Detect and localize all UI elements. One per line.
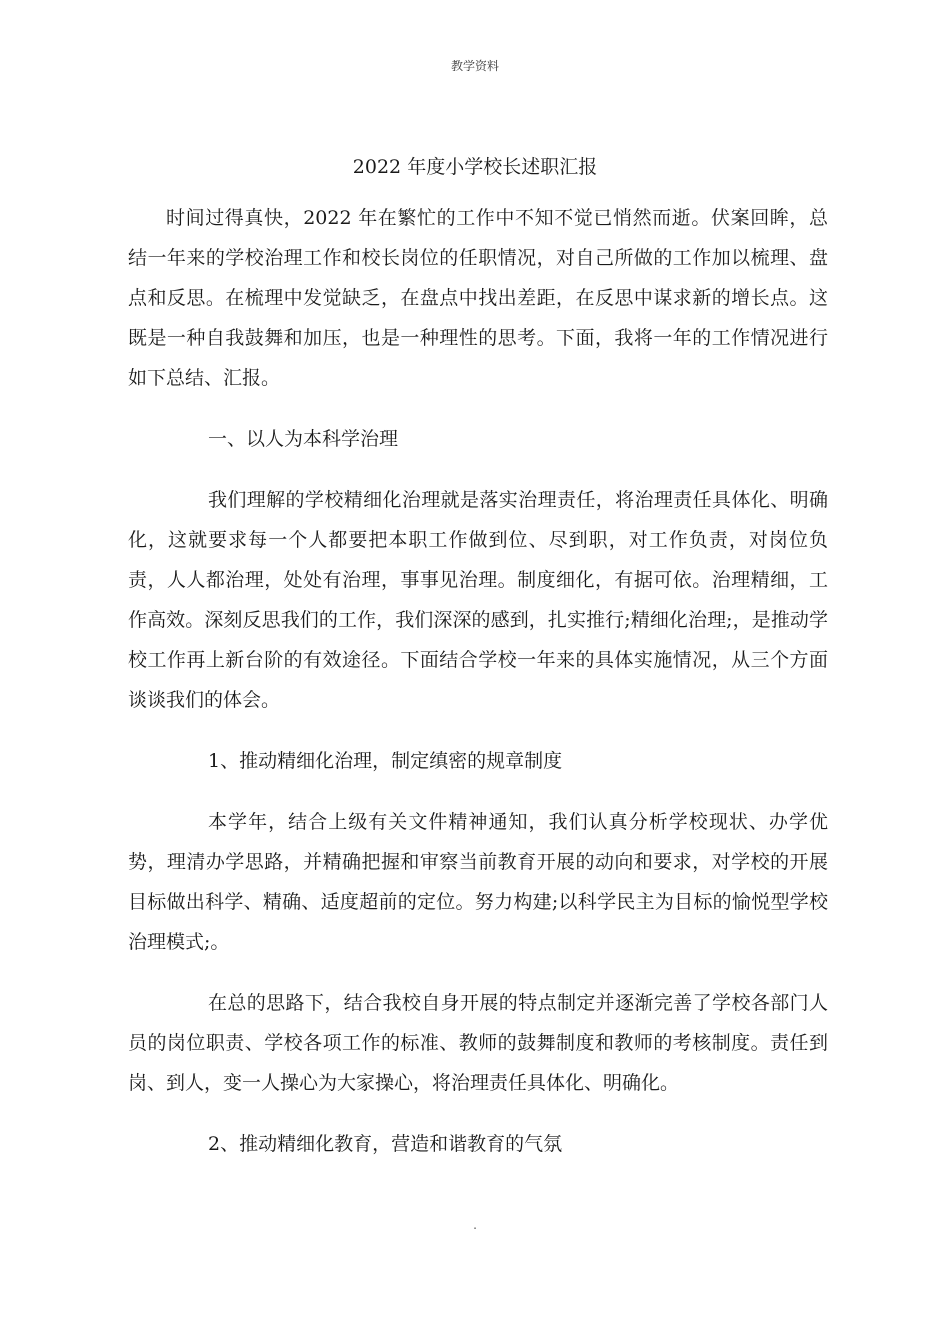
page-footer-mark: . bbox=[473, 1218, 477, 1232]
subsection-2-heading: 2、推动精细化教育，营造和谐教育的气氛 bbox=[208, 1133, 563, 1155]
section-1-paragraph: 我们理解的学校精细化治理就是落实治理责任，将治理责任具体化、明确化，这就要求每一个人都要把本职工作做到位、尽到职，对工作负责，对岗位负责，人人都治理，处处有治理，事事见治理。制度细化，有据可依。治理精细，工作高效。深刻反思我们的工作，我们深深的感到，扎实推行;精细化治理;，是推动学校工作再上新台阶的有效途径。下面结合学校一年来的具体实施情况，从三个方面谈谈我们的体会。 bbox=[128, 489, 828, 711]
document-title: 2022 年度小学校长述职汇报 bbox=[352, 156, 598, 178]
page-header-label: 教学资料 bbox=[450, 59, 499, 73]
section-1-heading: 一、以人为本科学治理 bbox=[208, 428, 399, 450]
subsection-1-heading: 1、推动精细化治理，制定缜密的规章制度 bbox=[208, 750, 563, 772]
subsection-1-paragraph-2: 在总的思路下，结合我校自身开展的特点制定并逐渐完善了学校各部门人员的岗位职责、学校各项工作的标准、教师的鼓舞制度和教师的考核制度。责任到岗、到人，变一人操心为大家操心，将治理责任具体化、明确化。 bbox=[128, 992, 828, 1094]
subsection-1-paragraph-1: 本学年，结合上级有关文件精神通知，我们认真分析学校现状、办学优势，理清办学思路，并精确把握和审察当前教育开展的动向和要求，对学校的开展目标做出科学、精确、适度超前的定位。努力构建;以科学民主为目标的愉悦型学校治理模式;。 bbox=[128, 811, 828, 953]
document-body bbox=[128, 198, 828, 1185]
intro-paragraph: 时间过得真快，2022 年在繁忙的工作中不知不觉已悄然而逝。伏案回眸，总结一年来的学校治理工作和校长岗位的任职情况，对自己所做的工作加以梳理、盘点和反思。在梳理中发觉缺乏，在盘点中找出差距，在反思中谋求新的增长点。这既是一种自我鼓舞和加压，也是一种理性的思考。下面，我将一年的工作情况进行如下总结、汇报。 bbox=[128, 207, 828, 389]
